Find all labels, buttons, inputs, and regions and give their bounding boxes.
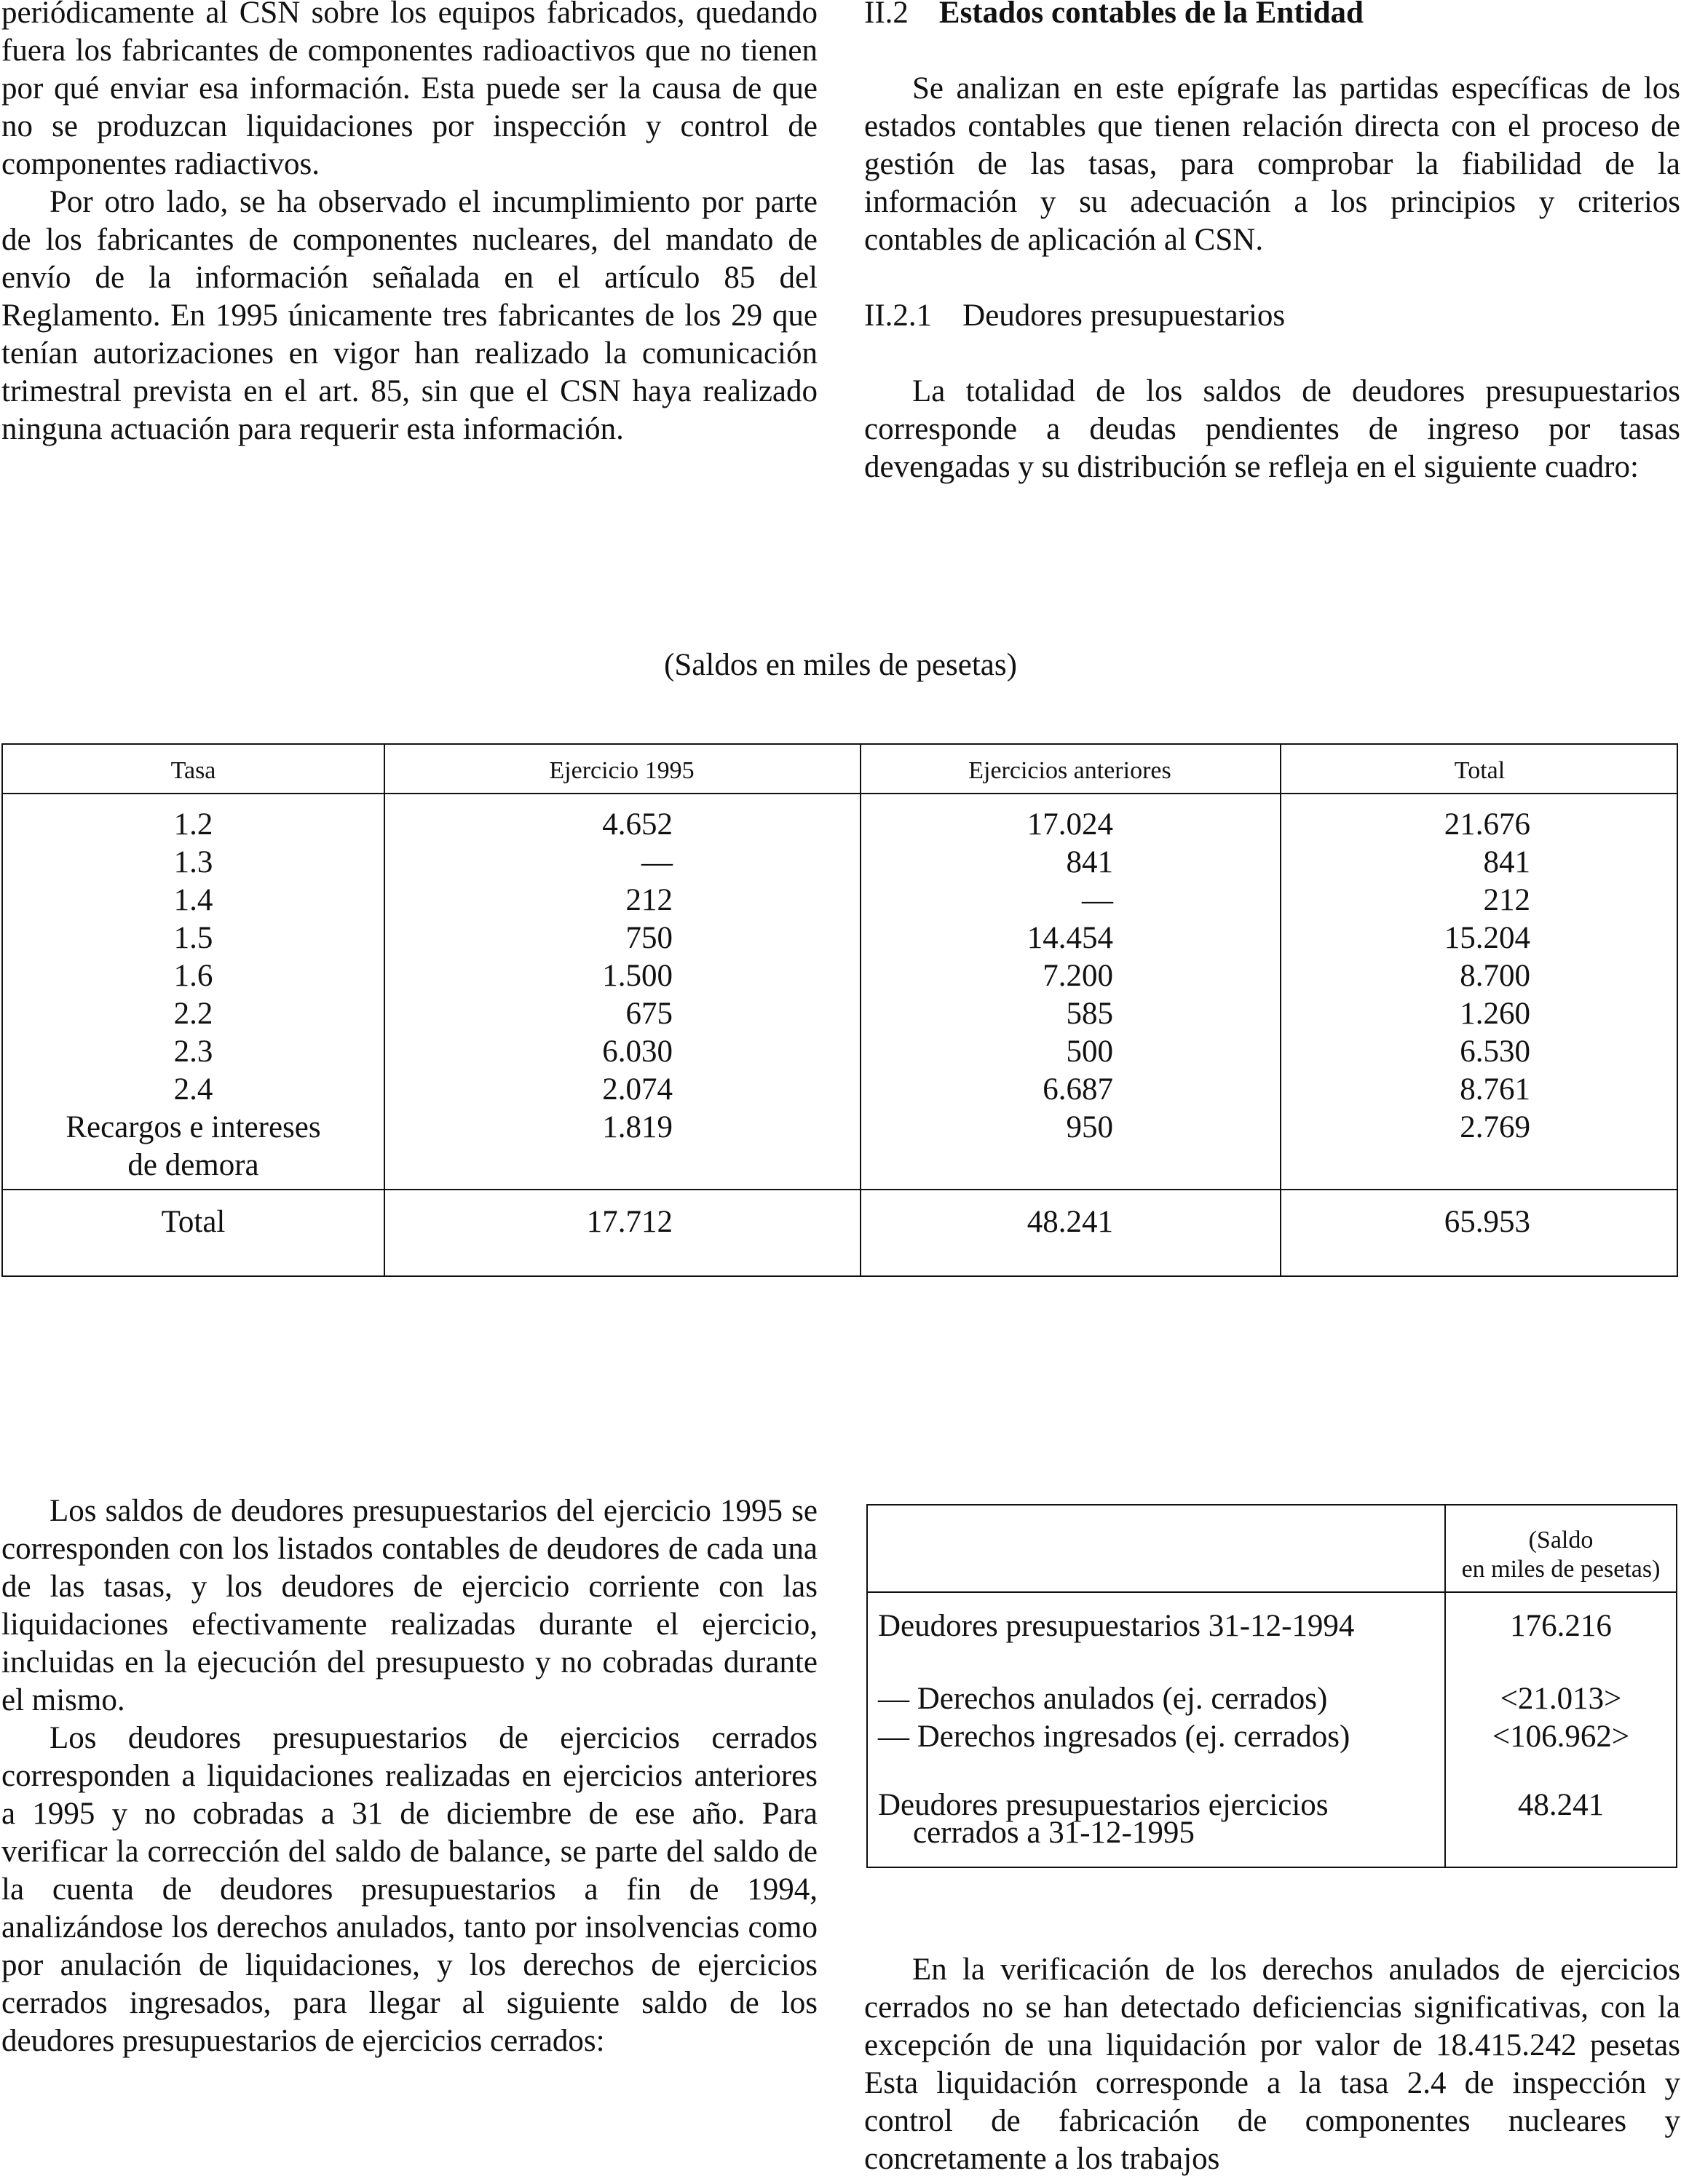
table-cell: 1.5 <box>173 921 213 955</box>
table-cell: 8.700 <box>1460 959 1530 993</box>
tasa-column <box>3 806 384 1184</box>
table-cell: 1.2 <box>173 807 213 842</box>
table-cell: 841 <box>1066 845 1113 879</box>
text-column-top-right <box>864 0 1680 486</box>
paragraph: En la verificación de los derechos anulados de ejercicios cerrados no se han detectado deficiencias significativas, con la excepción de una liquidación por valor de 18.415.242 pesetas Esta liquidación corresponde a la tasa 2.4 de inspección y control de fabricación de componentes nucleares y concretamente a los trabajos <box>864 1952 1680 2176</box>
table-cell: 21.676 <box>1444 807 1530 842</box>
paragraph: periódicamente al CSN sobre los equipos fabricados, quedando fuera los fabricantes de componentes radioactivos que no tienen por qué enviar esa información. Esta puede ser la causa de que no se produzcan liquidaciones por inspección y control de componentes radiactivos. <box>1 0 818 181</box>
table-cell: 2.3 <box>173 1034 213 1069</box>
row-label: Deudores presupuestarios ejercicios <box>878 1788 1329 1822</box>
table-cell: 1.819 <box>602 1110 673 1144</box>
table-cell: Recargos e intereses <box>66 1110 321 1144</box>
ejercicios-anteriores-column <box>860 806 1113 1147</box>
table-cell: 675 <box>625 997 673 1031</box>
table-cell: — <box>641 845 673 879</box>
total-row-cell: 17.712 <box>586 1205 673 1239</box>
subsection-number: II.2.1 <box>864 298 933 333</box>
row-label: — Derechos anulados (ej. cerrados) <box>878 1682 1328 1716</box>
table-caption: (Saldos en miles de pesetas) <box>664 648 1017 682</box>
table-cell: 585 <box>1066 997 1113 1031</box>
table-cell: de demora <box>127 1148 259 1182</box>
subsection-title: Deudores presupuestarios <box>962 298 1286 333</box>
section-title: Estados contables de la Entidad <box>938 0 1364 30</box>
row-label: cerrados a 31-12-1995 <box>913 1816 1195 1850</box>
row-value: <21.013> <box>1500 1682 1622 1716</box>
text-column-bottom-right <box>864 1951 1680 2178</box>
table-cell: 1.4 <box>173 883 213 917</box>
total-row-label: Total <box>161 1205 226 1239</box>
table-cell: 2.769 <box>1460 1110 1530 1144</box>
total-row-cell: 65.953 <box>1444 1205 1530 1239</box>
paragraph: Por otro lado, se ha observado el incumplimiento por parte de los fabricantes de componentes nucleares, del mandato de envío de la información señalada en el artículo 85 del Reglamento. En 1995 únicamente tres fabricantes de los 29 que tenían autorizaciones en vigor han realizado la comunicación trimestral prevista en el art. 85, sin que el CSN haya realizado ninguna actuación para requerir esta información. <box>1 185 818 446</box>
table-cell: 2.074 <box>602 1072 673 1107</box>
table-cell: 6.687 <box>1043 1072 1113 1107</box>
column-header: Ejercicio 1995 <box>549 757 695 784</box>
paragraph: La totalidad de los saldos de deudores presupuestarios corresponde a deudas pendientes de ingreso por tasas devengadas y su distribución se refleja en el siguiente cuadro: <box>864 374 1680 484</box>
column-header: Ejercicios anteriores <box>968 757 1171 784</box>
table-cell: 6.530 <box>1460 1034 1530 1069</box>
table-cell: 1.260 <box>1460 997 1530 1031</box>
section-heading <box>864 0 1680 32</box>
subsection-heading <box>864 297 1680 335</box>
deudores-table <box>1 743 1678 1277</box>
ejercicio-1995-column <box>384 806 673 1147</box>
table-cell: 1.500 <box>602 959 673 993</box>
saldo-table <box>866 1504 1677 1868</box>
total-column <box>1280 806 1530 1147</box>
paragraph: Se analizan en este epígrafe las partidas específicas de los estados contables que tienen relación directa con el proceso de gestión de las tasas, para comprobar la fiabilidad de la información y su adecuación a los principios y criterios contables de aplicación al CSN. <box>864 71 1680 257</box>
table-cell: 4.652 <box>602 807 673 842</box>
table-cell: 6.030 <box>602 1034 673 1069</box>
section-number: II.2 <box>864 0 909 30</box>
table-cell: 7.200 <box>1043 959 1113 993</box>
column-header: Tasa <box>170 757 216 784</box>
table-cell: 2.4 <box>173 1072 213 1107</box>
table-cell: 17.024 <box>1027 807 1113 842</box>
table-cell: 1.3 <box>173 845 213 879</box>
text-column-top-left <box>1 0 818 448</box>
table-cell: 841 <box>1483 845 1530 879</box>
paragraph: Los deudores presupuestarios de ejercicios cerrados corresponden a liquidaciones realizadas en ejercicios anteriores a 1995 y no cobradas a 31 de diciembre de ese año. Para verificar la corrección del saldo de balance, se parte del saldo de la cuenta de deudores presupuestarios a fin de 1994, analizándose los derechos anulados, tanto por insolvencias como por anulación de liquidaciones, y los derechos de ejercicios cerrados ingresados, para llegar al siguiente saldo de los deudores presupuestarios de ejercicios cerrados: <box>1 1721 818 2058</box>
row-label: — Derechos ingresados (ej. cerrados) <box>878 1720 1350 1754</box>
table-cell: 950 <box>1066 1110 1113 1144</box>
table-cell: 15.204 <box>1444 921 1530 955</box>
total-row-cell: 48.241 <box>1027 1205 1113 1239</box>
table-cell: 8.761 <box>1460 1072 1530 1107</box>
table-cell: 14.454 <box>1027 921 1113 955</box>
column-header: Total <box>1454 757 1506 784</box>
table-cell: — <box>1082 883 1113 917</box>
table-cell: 500 <box>1066 1034 1113 1069</box>
table-cell: 212 <box>1483 883 1530 917</box>
row-value: <106.962> <box>1492 1720 1630 1754</box>
table-cell: 1.6 <box>173 959 213 993</box>
row-value: 48.241 <box>1517 1788 1605 1822</box>
paragraph: Los saldos de deudores presupuestarios del ejercicio 1995 se corresponden con los listados contables de deudores de cada una de las tasas, y los deudores de ejercicio corriente con las liquidaciones efectivamente realizadas durante el ejercicio, incluidas en la ejecución del presupuesto y no cobradas durante el mismo. <box>1 1494 818 1717</box>
header-line: en miles de pesetas) <box>1461 1556 1661 1583</box>
row-label: Deudores presupuestarios 31-12-1994 <box>878 1609 1355 1643</box>
table-cell: 2.2 <box>173 997 213 1031</box>
table-cell: 212 <box>625 883 673 917</box>
header-line: (Saldo <box>1528 1527 1594 1554</box>
table-cell: 750 <box>625 921 673 955</box>
row-value: 176.216 <box>1510 1609 1612 1643</box>
text-column-bottom-left <box>1 1492 818 2060</box>
saldo-header <box>1446 1526 1676 1584</box>
